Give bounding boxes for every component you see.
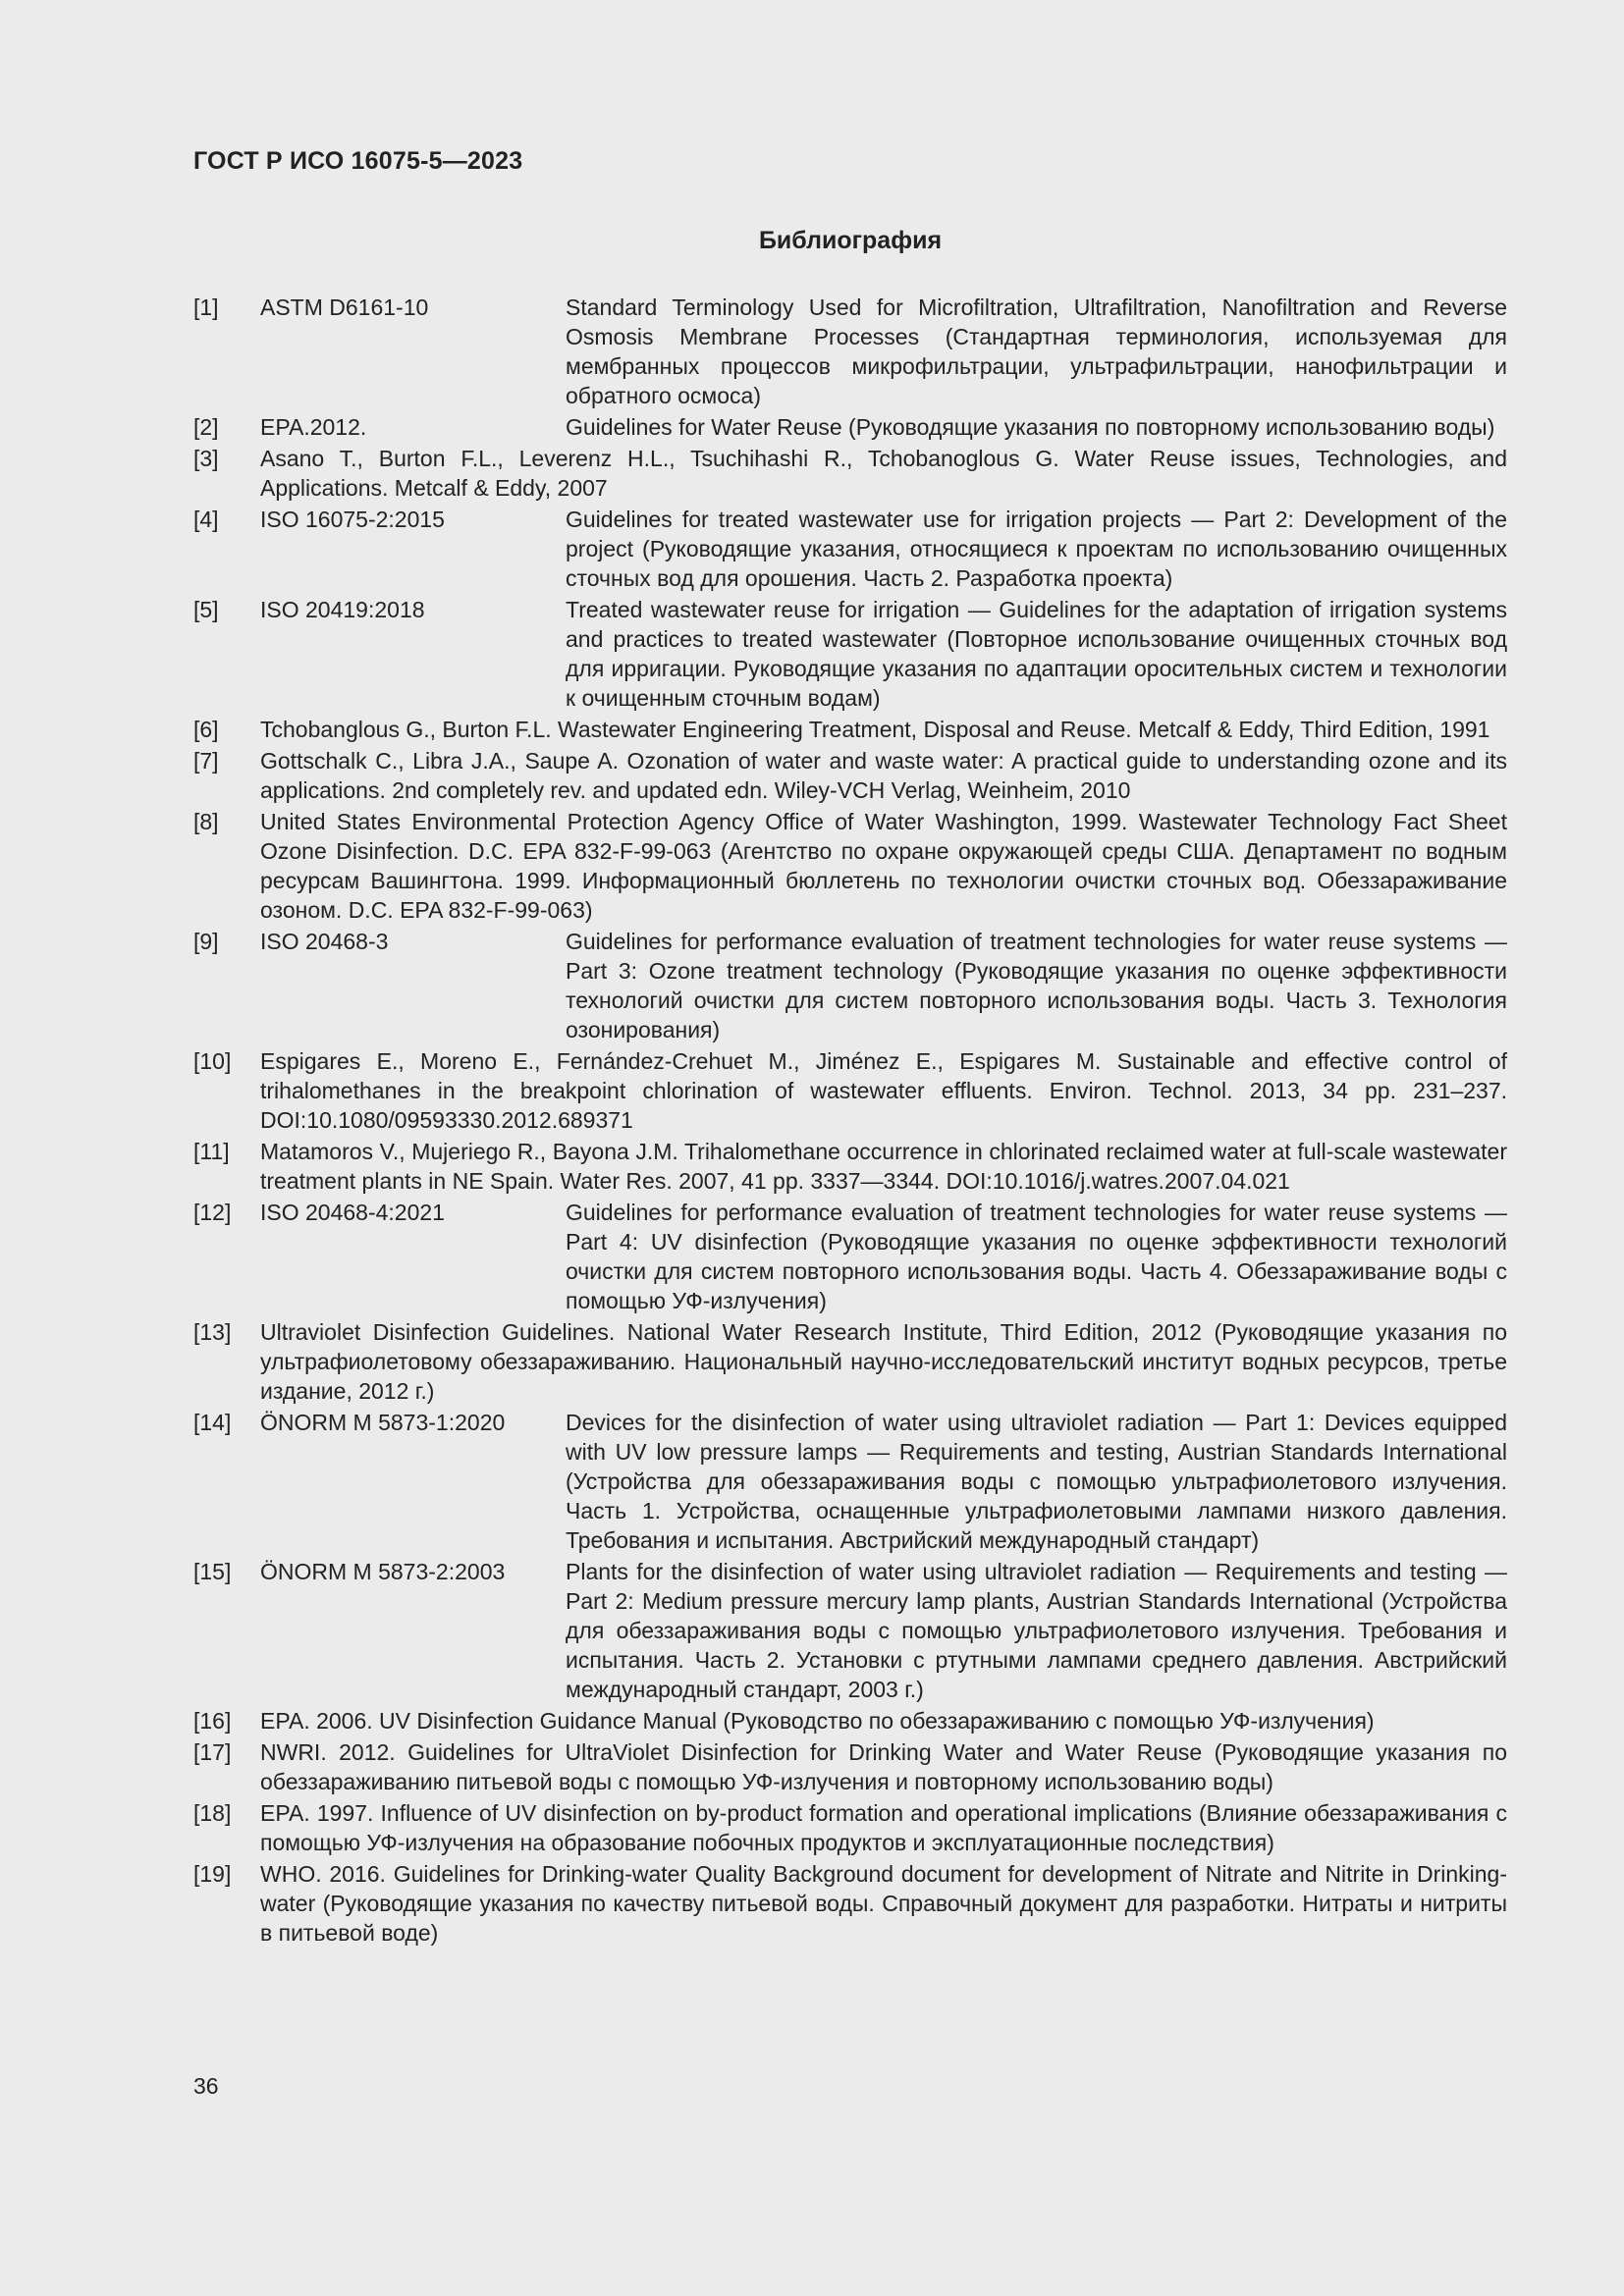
entry-text: EPA. 1997. Influence of UV disinfection on by-product formation and operational implications (Влияние обеззараживания с помощью УФ-излучения на образование побочных продуктов и эксплуатационные последствия) — [260, 1800, 1507, 1855]
entry-text: Espigares E., Moreno E., Fernández-Crehuet M., Jiménez E., Espigares M. Sustainable and effective control of trihalomethanes in the breakpoint chlorination of wastewater effluents. Environ. Technol. 2013, 34 pp. 231–237. DOI:10.1080/09593330.2012.689371 — [260, 1048, 1507, 1133]
entry-text: EPA. 2006. UV Disinfection Guidance Manual (Руководство по обеззараживанию с помощью УФ-излучения) — [260, 1708, 1375, 1734]
entry-number: [2] — [193, 414, 219, 440]
entry-number: [13] — [193, 1319, 232, 1345]
document-header: ГОСТ Р ИСО 16075-5—2023 — [193, 147, 523, 175]
page-number: 36 — [193, 2073, 219, 2099]
entry-number: [9] — [193, 929, 219, 954]
entry-number: [16] — [193, 1708, 232, 1734]
entry-code: ASTM D6161-10 — [260, 294, 429, 320]
entry-number: [12] — [193, 1200, 232, 1225]
bib-entry-14 — [193, 1408, 1507, 1555]
entry-text: WHO. 2016. Guidelines for Drinking-water Quality Background document for development of Nitrate and Nitrite in Drinking-water (Руководящие указания по качеству питьевой воды. Справочный документ для разработки. Нитраты и нитриты в питьевой воде) — [260, 1861, 1507, 1946]
entry-text: Asano T., Burton F.L., Leverenz H.L., Tsuchihashi R., Tchobanoglous G. Water Reuse issues, Technologies, and Applications. Metcalf & Eddy, 2007 — [260, 446, 1507, 501]
entry-text: Matamoros V., Mujeriego R., Bayona J.M. Trihalomethane occurrence in chlorinated reclaimed water at full-scale wastewater treatment plants in NE Spain. Water Res. 2007, 41 pp. 3337—3344. DOI:10.1016/j.watres.2007.04.021 — [260, 1139, 1507, 1194]
entry-text: Tchobanglous G., Burton F.L. Wastewater Engineering Treatment, Disposal and Reuse. Metcalf & Eddy, Third Edition, 1991 — [260, 717, 1490, 742]
entry-number: [1] — [193, 294, 219, 320]
entry-text: Ultraviolet Disinfection Guidelines. National Water Research Institute, Third Edition, 2012 (Руководящие указания по ультрафиолетовому обеззараживанию. Национальный научно-исследовательский институт водных ресурсов, третье издание, 2012 г.) — [260, 1319, 1507, 1404]
entry-code: ISO 20468-4:2021 — [260, 1200, 445, 1225]
entry-text: United States Environmental Protection Agency Office of Water Washington, 1999. Wastewater Technology Fact Sheet Ozone Disinfection. D.C. EPA 832-F-99-063 (Агентство по охране окружающей среды США. Департамент по водным ресурсам Вашингтона. 1999. Информационный бюллетень по технологии очистки сточных вод. Обеззараживание озоном. D.C. EPA 832-F-99-063) — [260, 809, 1507, 923]
entry-number: [10] — [193, 1048, 232, 1074]
entry-text: Gottschalk C., Libra J.A., Saupe A. Ozonation of water and waste water: A practical guide to understanding ozone and its applications. 2nd completely rev. and updated edn. Wiley-VCH Verlag, Weinheim, 2010 — [260, 748, 1507, 803]
bib-entry-8 — [193, 807, 1507, 925]
entry-text: Standard Terminology Used for Microfiltration, Ultrafiltration, Nanofiltration and Reverse Osmosis Membrane Processes (Стандартная терминология, используемая для мембранных процессов микрофильтрации, ультрафильтрации, нанофильтрации и обратного осмоса) — [566, 294, 1507, 408]
bib-entry-7 — [193, 746, 1507, 805]
bib-entry-12 — [193, 1198, 1507, 1315]
entry-text: Devices for the disinfection of water using ultraviolet radiation — Part 1: Devices equipped with UV low pressure lamps — Requirements and testing, Austrian Standards International (Устройства для обеззараживания воды с помощью ультрафиолетового излучения. Часть 1. Устройства, оснащенные ультрафиолетовыми лампами низкого давления. Требования и испытания. Австрийский международный стандарт) — [566, 1410, 1507, 1553]
entry-number: [3] — [193, 446, 219, 471]
entry-number: [7] — [193, 748, 219, 774]
entry-number: [19] — [193, 1861, 232, 1887]
bib-entry-5 — [193, 595, 1507, 713]
entry-text: Guidelines for treated wastewater use for irrigation projects — Part 2: Development of the project (Руководящие указания, относящиеся к проектам по использованию очищенных сточных вод для орошения. Часть 2. Разработка проекта) — [566, 507, 1507, 591]
bib-entry-1 — [193, 293, 1507, 410]
bib-entry-13 — [193, 1317, 1507, 1406]
bib-entry-2 — [193, 412, 1507, 442]
entry-code: ISO 20468-3 — [260, 929, 389, 954]
entry-number: [14] — [193, 1410, 232, 1435]
bib-entry-15 — [193, 1557, 1507, 1704]
entry-number: [6] — [193, 717, 219, 742]
entry-number: [4] — [193, 507, 219, 532]
bib-entry-10 — [193, 1046, 1507, 1135]
entry-code: EPA.2012. — [260, 414, 367, 440]
bib-entry-3 — [193, 444, 1507, 503]
section-title: Библиография — [758, 227, 943, 254]
entry-code: ÖNORM M 5873-2:2003 — [260, 1559, 506, 1584]
entry-text: Plants for the disinfection of water using ultraviolet radiation — Requirements and testing — Part 2: Medium pressure mercury lamp plants, Austrian Standards International (Устройства для обеззараживания воды с помощью ультрафиолетового излучения. Требования и испытания. Часть 2. Установки с ртутными лампами среднего давления. Австрийский международный стандарт, 2003 г.) — [566, 1559, 1507, 1702]
entry-text: Treated wastewater reuse for irrigation — Guidelines for the adaptation of irrigation systems and practices to treated wastewater (Повторное использование очищенных сточных вод для ирригации. Руководящие указания по адаптации оросительных систем и технологии к очищенным сточным водам) — [566, 597, 1507, 711]
bib-entry-11 — [193, 1137, 1507, 1196]
entry-text: Guidelines for Water Reuse (Руководящие указания по повторному использованию воды) — [566, 414, 1495, 440]
entry-code: ÖNORM M 5873-1:2020 — [260, 1410, 506, 1435]
bib-entry-17 — [193, 1737, 1507, 1796]
entry-number: [17] — [193, 1739, 232, 1765]
entry-number: [18] — [193, 1800, 232, 1826]
bib-entry-19 — [193, 1859, 1507, 1948]
bibliography-list — [193, 293, 1507, 1949]
bib-entry-6 — [193, 715, 1507, 744]
bib-entry-16 — [193, 1706, 1507, 1735]
bib-entry-9 — [193, 927, 1507, 1044]
entry-number: [5] — [193, 597, 219, 622]
entry-text: Guidelines for performance evaluation of treatment technologies for water reuse systems — Part 4: UV disinfection (Руководящие указания по оценке эффективности технологий очистки для систем повторного использования воды. Часть 4. Обеззараживание воды с помощью УФ-излучения) — [566, 1200, 1507, 1313]
entry-text: Guidelines for performance evaluation of treatment technologies for water reuse systems — Part 3: Ozone treatment technology (Руководящие указания по оценке эффективности технологий очистки для систем повторного использования воды. Часть 3. Технология озонирования) — [566, 929, 1507, 1042]
entry-text: NWRI. 2012. Guidelines for UltraViolet Disinfection for Drinking Water and Water Reuse (Руководящие указания по обеззараживанию питьевой воды с помощью УФ-излучения и повторному использованию воды) — [260, 1739, 1507, 1794]
entry-code: ISO 20419:2018 — [260, 597, 425, 622]
entry-number: [15] — [193, 1559, 232, 1584]
bib-entry-18 — [193, 1798, 1507, 1857]
entry-code: ISO 16075-2:2015 — [260, 507, 445, 532]
entry-number: [8] — [193, 809, 219, 834]
bib-entry-4 — [193, 505, 1507, 593]
entry-number: [11] — [193, 1139, 230, 1164]
